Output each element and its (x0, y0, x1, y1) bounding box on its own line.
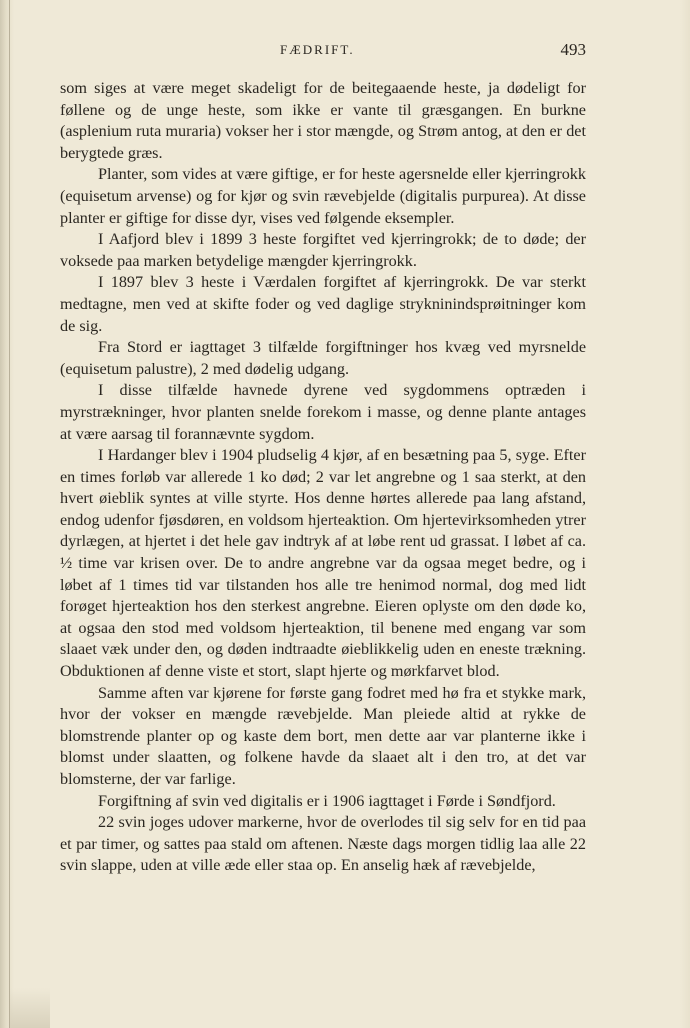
paragraph: Planter, som vides at være giftige, er for heste agersnelde eller kjerringrokk (equisetum arvense) og for kjør og svin rævebjelde (digitalis purpurea). At disse planter er giftige for disse dyr, vises ved følgende eksempler. (60, 165, 586, 227)
paragraph: som siges at være meget skadeligt for de beitegaaende heste, ja dødeligt for føllene og de unge heste, som ikke er vante til græsgangen. En burkne (asplenium ruta muraria) vokser her i stor mængde, og Strøm antog, at den er det berygtede græs. (60, 79, 586, 162)
paragraph: I Aafjord blev i 1899 3 heste forgiftet ved kjerringrokk; de to døde; der voksede paa marken betydelige mængder kjerringrokk. (60, 230, 586, 270)
paragraph: I Hardanger blev i 1904 pludselig 4 kjør, af en besætning paa 5, syge. Efter en times forløb var allerede 1 ko død; 2 var let angrebne og 1 saa sterkt, at den hvert øieblik syntes at ville styrte. Hos denne hørtes allerede paa lang afstand, endog udenfor fjøsdøren, en voldsom hjerteaktion. Om hjertevirksomheden ytrer dyrlægen, at hjertet i det hele gav indtryk af at løbe rent ud grassat. I løbet af ca. ½ time var krisen over. De to andre angrebne var da ogsaa meget bedre, og i løbet af 1 times tid var tilstanden hos alle tre henimod normal, dog med lidt forøget hjerteaktion hos den sterkest angrebne. Eieren oplyste om den døde ko, at ogsaa den stod med voldsom hjerteaktion, til benene med engang var som slaaet væk under den, og døden indtraadte øieblikkelig uden en eneste trækning. Obduktionen af denne viste et stort, slapt hjerte og mørkfarvet blod. (60, 446, 586, 681)
page-header (60, 40, 586, 64)
paragraph: Samme aften var kjørene for første gang fodret med hø fra et stykke mark, hvor der vokser en mængde rævebjelde. Man pleiede altid at rykke de blomstrende planter op og kaste dem bort, men dette aar var planterne ikke i blomst under slaatten, og folkene havde da slaaet alt i den tro, at det var blomsterne, der var farlige. (60, 683, 586, 788)
paragraph: Fra Stord er iagttaget 3 tilfælde forgiftninger hos kvæg ved myrsnelde (equisetum palustre), 2 med dødelig udgang. (60, 338, 586, 378)
running-head: FÆDRIFT. (280, 42, 355, 57)
paragraph: 22 svin joges udover markerne, hvor de overlodes til sig selv for en tid paa et par timer, og sattes paa stald om aftenen. Næste dags morgen tidlig laa alle 22 svin slappe, uden at ville æde eller staa op. En anselig hæk af rævebjelde, (60, 813, 586, 875)
page-gutter-line (9, 0, 10, 1028)
page-shadow (10, 988, 50, 1028)
paragraph: I disse tilfælde havnede dyrene ved sygdommens optræden i myrstrækninger, hvor planten snelde forekom i masse, og denne plante antages at være aarsag til forannævnte sygdom. (60, 381, 586, 443)
paragraph: Forgiftning af svin ved digitalis er i 1906 iagttaget i Førde i Søndfjord. (98, 791, 556, 810)
page-number: 493 (560, 40, 586, 59)
paragraph: I 1897 blev 3 heste i Værdalen forgiftet af kjerringrokk. De var sterkt medtagne, men ved at skifte foder og ved daglige strykninindsprøitninger kom de sig. (60, 273, 586, 335)
body-text (60, 78, 586, 877)
